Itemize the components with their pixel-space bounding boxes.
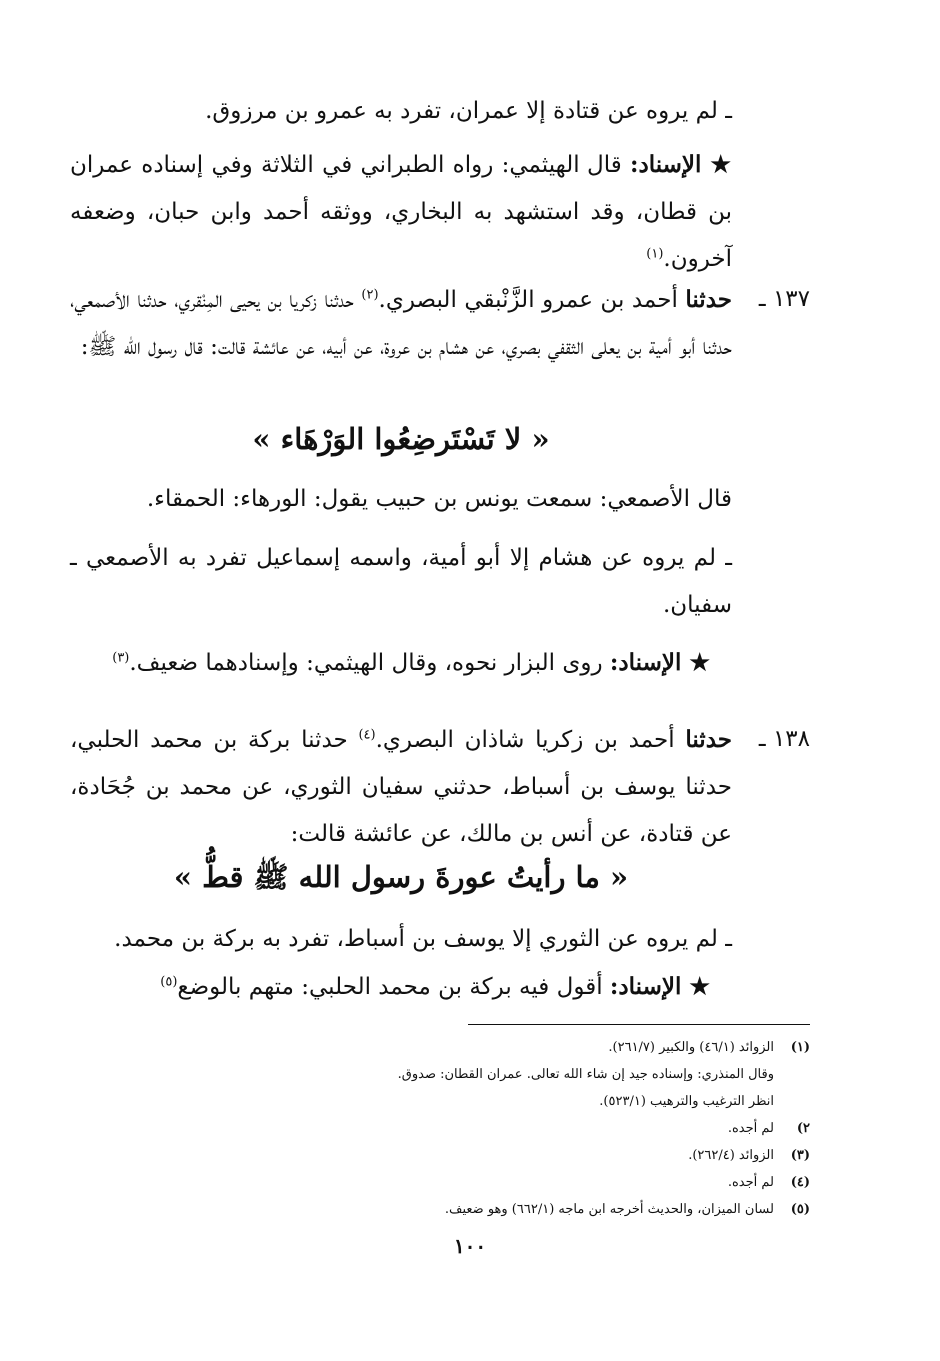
hadith-138-notes	[70, 916, 732, 1011]
footnote-4	[130, 1169, 810, 1196]
footnote-line: الزوائد (٢٦٢/٤).	[688, 1148, 774, 1163]
footnote-2	[130, 1115, 810, 1142]
isnad-paragraph	[70, 141, 732, 283]
isnad-text: قال الهيثمي: رواه الطبراني في الثلاثة وفي إسناده عمران بن قطان، وقد استشهد به البخاري، ووثقه أحمد وابن حبان، وضعفه آخرون.	[70, 152, 732, 272]
hadith-137-text: « لا تَسْتَرضِعُوا الوَرْهَاء »	[252, 422, 550, 456]
hadith-138-text: « ما رأيتُ عورةَ رسول الله ﷺ قطُّ »	[173, 860, 629, 894]
chain-text: حدثنا بركة بن محمد الحلبي، حدثنا يوسف بن أسباط، حدثني سفيان الثوري، عن محمد بن جُحَادة، عن قتادة، عن أنس بن مالك، عن عائشة قالت:	[70, 727, 733, 847]
hadith-number: ١٣٨ ـ	[758, 726, 810, 752]
isnad-label: ★ الإسناد:	[609, 649, 710, 676]
footnote-line: انظر الترغيب والترهيب (٥٢٣/١).	[599, 1094, 774, 1109]
isnad-label: ★ الإسناد:	[629, 151, 733, 178]
footnote-ref: (١)	[646, 246, 664, 262]
isnad-paragraph	[70, 639, 732, 687]
narrator-text: أحمد بن زكريا شاذان البصري.	[375, 727, 675, 753]
page-number: ١٠٠	[453, 1234, 487, 1258]
hadith-138	[70, 716, 810, 858]
isnad-text: روى البزار نحوه، وقال الهيثمي: وإسنادهما ضعيف.	[129, 650, 603, 676]
footnote-ref: (٢)	[361, 287, 379, 303]
footnote-number: ٢)	[796, 1121, 810, 1136]
footnote-3	[130, 1142, 810, 1169]
footnote-ref: (٣)	[112, 650, 130, 666]
hadith-137-chain	[70, 276, 810, 371]
isnad-label: ★ الإسناد:	[609, 973, 710, 1000]
asmai-note: قال الأصمعي: سمعت يونس بن حبيب يقول: الورهاء: الحمقاء.	[146, 486, 732, 512]
footnotes	[130, 1034, 810, 1223]
footnote-line: لسان الميزان، والحديث أخرجه ابن ماجه (٦٦٢/١) وهو ضعيف.	[444, 1202, 774, 1217]
narrator-text: أحمد بن عمرو الزَّنْبقي البصري.	[378, 287, 678, 313]
footnote-line: لم أجده.	[727, 1175, 774, 1190]
narration-note: ـ لم يروه عن قتادة إلا عمران، تفرد به عمرو بن مرزوق.	[205, 98, 732, 124]
footnote-1	[130, 1034, 810, 1115]
chain-text: حدثنا زكريا بن يحيى المِنْقري، حدثنا الأصمعي، حدثنا أبو أمية بن يعلى الثقفي بصري، عن هشام بن عروة، عن أبيه، عن عائشة قالت: قال رسول الله ﷺ:	[70, 287, 732, 360]
footnote-ref: (٥)	[160, 974, 178, 990]
footnote-line: الزوائد (٤٦/١) والكبير (٢٦١/٧).	[608, 1040, 774, 1055]
footnote-number: (٣)	[790, 1148, 810, 1163]
hadith-138-chain	[70, 716, 810, 858]
narration-note: ـ لم يروه عن الثوري إلا يوسف بن أسباط، تفرد به بركة بن محمد.	[114, 926, 732, 952]
footnote-5	[130, 1196, 810, 1223]
footnote-number: (١)	[790, 1040, 810, 1055]
opening-word: حدثنا	[685, 286, 732, 313]
footnote-number: (٥)	[790, 1202, 810, 1217]
hadith-137-notes	[70, 476, 732, 687]
narration-note: ـ لم يروه عن هشام إلا أبو أمية، واسمه إسماعيل تفرد به الأصمعي ـ سفيان.	[70, 545, 732, 618]
footnote-number: (٤)	[790, 1175, 810, 1190]
footnote-ref: (٤)	[358, 727, 376, 743]
footnote-separator	[468, 1024, 810, 1025]
previous-hadith-tail	[70, 88, 732, 283]
isnad-text: أقول فيه بركة بن محمد الحلبي: متهم بالوضع	[177, 974, 603, 1000]
footnote-line: وقال المنذري: وإسناده جيد إن شاء الله تعالى. عمران القطان: صدوق.	[397, 1067, 774, 1082]
opening-word: حدثنا	[685, 726, 732, 753]
hadith-137	[70, 276, 810, 371]
footnote-line: لم أجده.	[727, 1121, 774, 1136]
hadith-number: ١٣٧ ـ	[758, 286, 810, 312]
isnad-paragraph	[70, 963, 732, 1011]
